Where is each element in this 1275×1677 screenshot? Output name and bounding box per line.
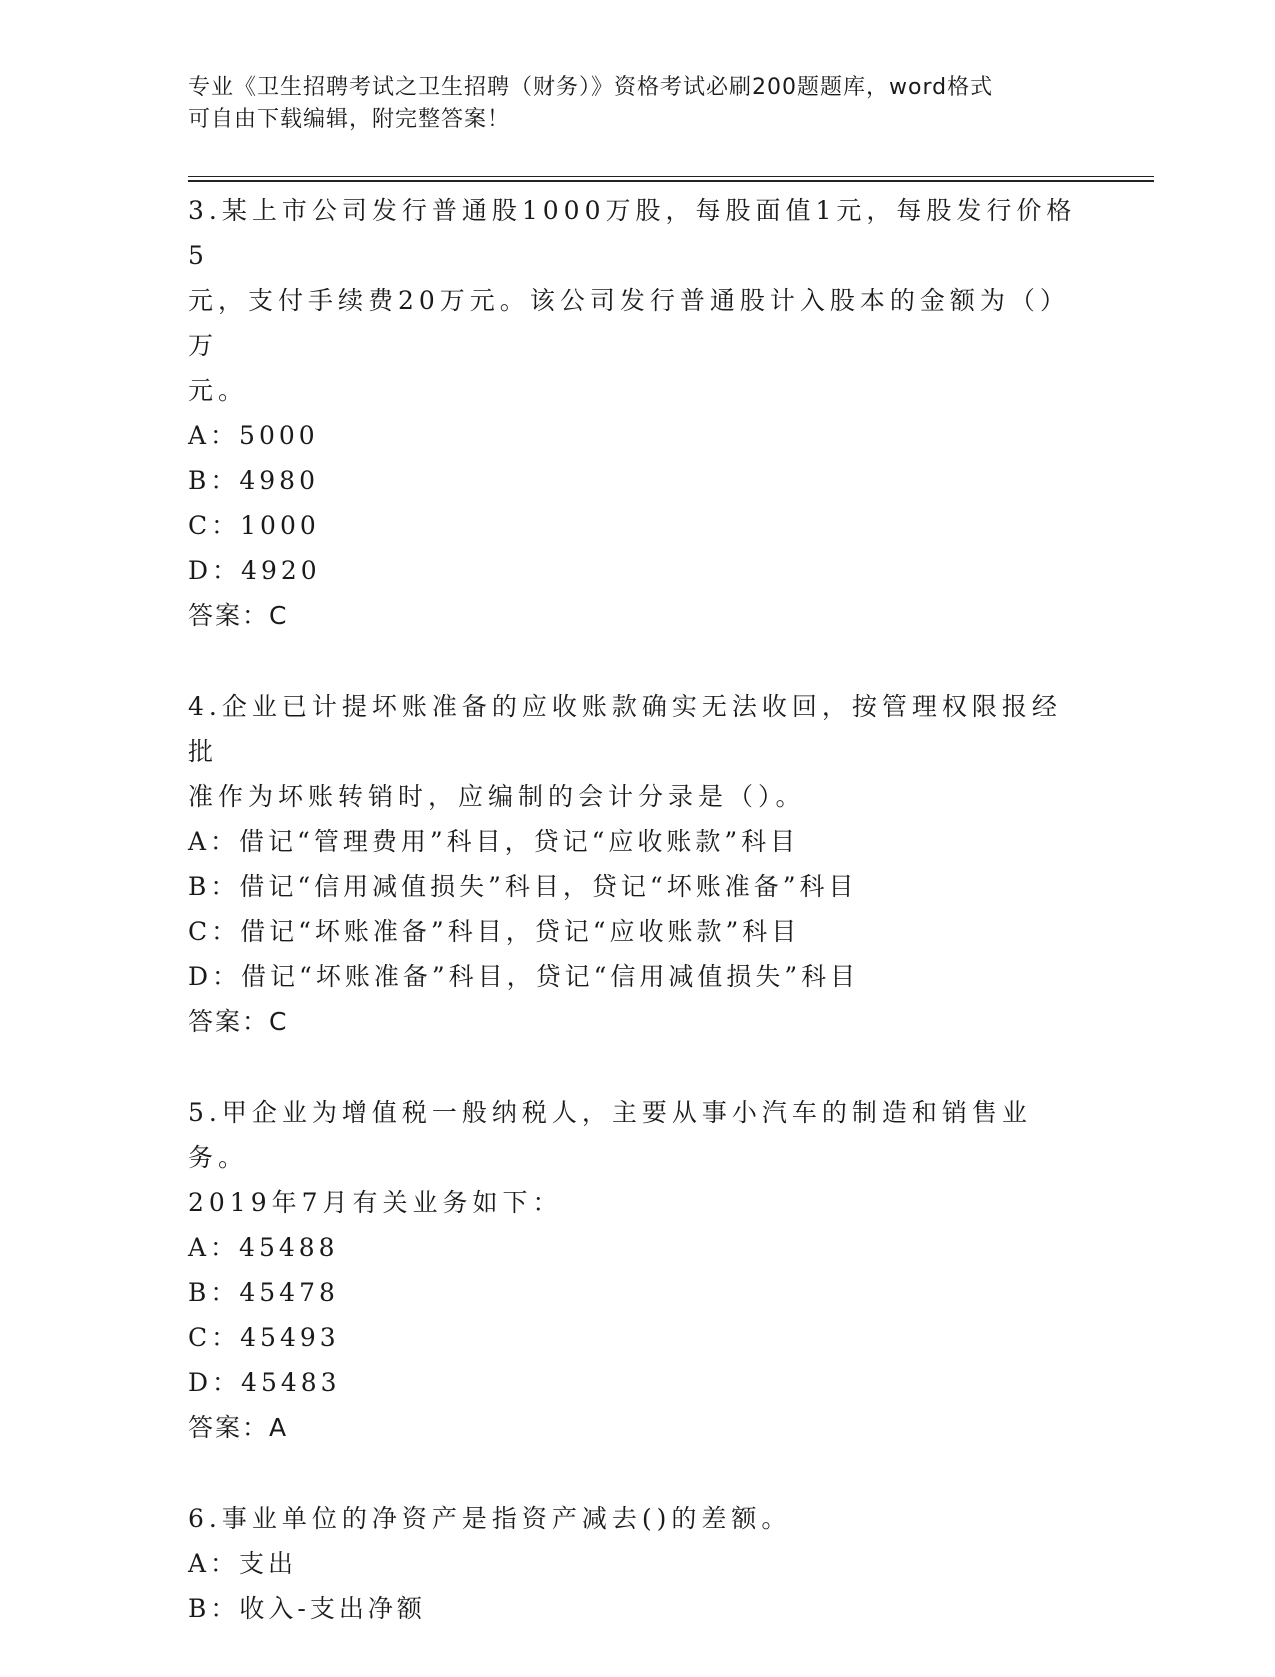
option-a: A：借记“管理费用”科目，贷记“应收账款”科目 (188, 827, 800, 856)
option-d: D：4920 (188, 556, 321, 585)
question-list (188, 188, 1088, 1677)
question-text-line: 元。 (188, 376, 249, 405)
option-d: D：45483 (188, 1368, 341, 1397)
option-c: C：借记“坏账准备”科目，贷记“应收账款”科目 (188, 917, 801, 946)
question-text-line: 2019年7月有关业务如下： (188, 1188, 563, 1217)
option-a: A：支出 (188, 1549, 298, 1578)
answer-label: 答案：C (188, 1007, 289, 1036)
question-5 (188, 1090, 1088, 1450)
question-text-line: 3.某上市公司发行普通股1000万股，每股面值1元，每股发行价格5 (188, 196, 1077, 270)
question-text-line: 元，支付手续费20万元。该公司发行普通股计入股本的金额为（）万 (188, 286, 1070, 360)
option-d: D：借记“坏账准备”科目，贷记“信用减值损失”科目 (188, 962, 860, 991)
option-b: B：4980 (188, 466, 319, 495)
question-text-line: 6.事业单位的净资产是指资产减去()的差额。 (188, 1504, 792, 1533)
question-3 (188, 188, 1088, 638)
header-line-2: 可自由下载编辑，附完整答案！ (188, 107, 511, 132)
document-header (188, 72, 1068, 136)
header-divider-thick (188, 180, 1154, 182)
question-text-line: 4.企业已计提坏账准备的应收账款确实无法收回，按管理权限报经批 (188, 692, 1062, 766)
header-line-1: 专业《卫生招聘考试之卫生招聘（财务）》资格考试必刷200题题库，word格式 (188, 75, 994, 100)
option-c: C：1000 (188, 511, 320, 540)
answer-label: 答案：A (188, 1413, 289, 1442)
option-a: A：5000 (188, 421, 319, 450)
header-divider-thin (188, 176, 1154, 177)
question-6 (188, 1496, 1088, 1631)
option-b: B：收入-支出净额 (188, 1594, 426, 1623)
question-4 (188, 684, 1088, 1044)
question-text-line: 准作为坏账转销时，应编制的会计分录是（）。 (188, 782, 806, 811)
option-b: B：借记“信用减值损失”科目，贷记“坏账准备”科目 (188, 872, 858, 901)
option-a: A：45488 (188, 1233, 339, 1262)
question-text-line: 5.甲企业为增值税一般纳税人，主要从事小汽车的制造和销售业务。 (188, 1098, 1032, 1172)
option-b: B：45478 (188, 1278, 339, 1307)
option-c: C：45493 (188, 1323, 340, 1352)
answer-label: 答案：C (188, 601, 289, 630)
